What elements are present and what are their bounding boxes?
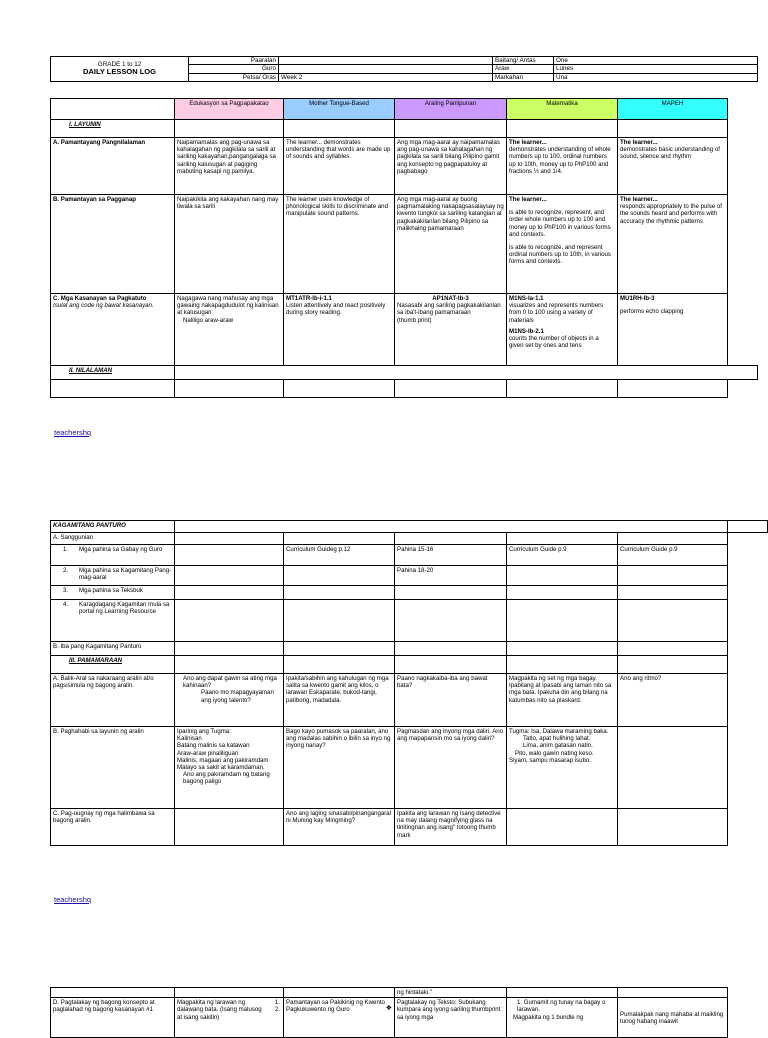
kasanayan-label-cell (51, 294, 175, 366)
s2-ap: Pahina 18-20 (395, 566, 507, 586)
pb-ap: Pagmasdan ang inyong mga daliri. Ano ang mapapansin mo sa iyong daliri? (395, 727, 507, 809)
pb-esp-4: Araw-araw pinaliliguan (177, 749, 239, 757)
araw-label: Araw (493, 65, 554, 73)
c-math-text: visualizes and represents numbers from 0 to 100 using a variety of materials (509, 302, 604, 324)
kasanayan-label: C. Mga Kasanayan sa Pagkatuto (53, 295, 147, 302)
top-ap: ng hintataki." (395, 988, 507, 998)
markahan-value[interactable]: Una (554, 73, 758, 81)
pd-esp-num: 1. (274, 999, 280, 1007)
a-ap: Ang mga mag-aaral ay naipamamalas ang pag-unawa sa kahalagahan ng pagkilala sa sarili bilang Pilipino gamit ang konsepto ng pagpapatuloy at pagbabago (395, 138, 507, 195)
paaralan-value[interactable] (279, 57, 493, 65)
c-ap-code: AP1NAT-Ib-3 (432, 295, 469, 302)
pamantayang-pangnilalaman-label: A. Pamantayang Pangnilalaman (51, 138, 175, 195)
c-esp-2: Naliligo araw-araw (183, 316, 234, 324)
pa-esp-2: Paano mo mapagyayaman ang iyong talento? (201, 689, 274, 704)
pd-mapeh-text: Pumalakpak nang mahaba at maikling tunog habang inaawit (620, 1011, 724, 1026)
paghahabi-label: B. Paghahabi sa layunin ng aralin (51, 727, 175, 809)
c-math-text-2: counts the number of objects in a given set by ones and tens (509, 334, 599, 350)
s1-label: Mga pahina sa Gabay ng Guro (79, 546, 163, 553)
pamamaraan-heading: III. PAMAMARAAN (51, 656, 175, 674)
b-mapeh (618, 195, 728, 294)
lesson-table-3 (50, 987, 758, 1038)
a-math-title: The learner... (509, 139, 547, 146)
c-mtb-text: Listen attentively and react positively during story reading. (286, 302, 386, 317)
s1-mtb: Curriculum Guideg p.12 (284, 545, 395, 566)
pd-mtb-1: Pamantayan sa Pakikinig ng Kwento (286, 999, 385, 1007)
a-mtb: The learner... demonstrates understanding that words are made up of sounds and syllables. (284, 138, 395, 195)
pag-uugnay-label: C. Pag-uugnay ng mga halimbawa sa bagong aralin. (51, 809, 175, 846)
c-math-code-2: M1NS-Ib-2.1 (509, 327, 544, 335)
pb-math (507, 727, 618, 809)
s1-cell (51, 545, 175, 566)
c-math-code: M1NS-Ia-1.1 (509, 295, 544, 302)
s2-num: 2. (63, 567, 69, 574)
pc-mtb: Ano ang laging sinasabi/pinangangaral ni Muning kay Mingming? (284, 809, 395, 846)
nilalaman-heading: II. NILALAMAN (51, 366, 175, 380)
subject-mapeh: MAPEH (618, 99, 728, 120)
pa-ap: Paano nagkakaiba-iba ang bawat bata? (395, 674, 507, 727)
s1-mapeh: Curriculum Guide p.9 (618, 545, 728, 566)
pa-math: Magpakita ng set ng mga bagay. Ipabilang at ipasabi ang laman nito sa mga bata. Ipakuha din ang bilang na katumbas nito sa plaskard. (507, 674, 618, 727)
guro-label: Guro (189, 65, 279, 73)
pb-math-2: Tatlo, apat hulihing lahat. (523, 735, 591, 743)
b-math (507, 195, 618, 294)
c-mapeh-code: MU1RH-Ib-3 (620, 295, 655, 302)
b-mtb: The learner uses knowledge of phonological skills to discriminate and manipulate sound patterns. (284, 195, 395, 294)
a-esp: Naipamamalas ang pag-unawa sa kahalagahan ng pagkilala sa sarili at sariling kakayahan,pangangalaga sa sariling kalusugan at pagiging mabuting kasapi ng pamilya. (175, 138, 284, 195)
pd-math (507, 998, 618, 1038)
pa-mapeh: Ano ang ritmo? (618, 674, 728, 727)
pagtalakay-label: D. Pagtalakay ng bagong konsepto at paglalahad ng bagong kasanayan #1 (51, 998, 175, 1038)
markahan-label: Markahan (493, 73, 554, 81)
s2-cell (51, 566, 175, 586)
a-mapeh (618, 138, 728, 195)
subject-esp: Edukasyon sa Pagpapakatao (175, 99, 284, 120)
diamond-bullet-icon: ❖ (385, 1005, 392, 1013)
c-mtb-code: MT1ATR-Ib-i-1.1 (286, 295, 332, 302)
b-mapeh-title: The learner... (620, 196, 658, 203)
pa-esp-1: Ano ang dapat gawin sa ating mga kahinaan? (183, 675, 277, 690)
baitang-label: Baitang/ Antas (493, 57, 554, 65)
petsa-label: Petsa/ Oras (189, 73, 279, 81)
pd-mapeh (618, 998, 728, 1038)
pd-mtb-2: Pagkukuwento ng Guro (286, 1006, 350, 1014)
baitang-value[interactable]: One (554, 57, 758, 65)
a-mapeh-title: The learner... (620, 139, 658, 146)
b-math-text-2: is able to recognize, and represent ordinal numbers up to 10th, in various forms and contexts. (509, 243, 611, 266)
pd-ap: Pagtalakay ng Teksto: Subukang kumpara ang iyong sariling thumbprint sa iyong mga (395, 998, 507, 1038)
pb-math-3: Lima, anim gatasan natin. (523, 742, 593, 750)
sanggunian-label: A. Sanggunian (51, 533, 175, 545)
pc-ap: Ipakita ang larawan ng isang detective na may dalang magnifying glass na tinitingnan ang isang" totoong thumb mark (395, 809, 507, 846)
lesson-table-2 (50, 520, 768, 846)
subject-ap: Araling Panlipunan (395, 99, 507, 120)
subject-math: Matematika (507, 99, 618, 120)
doc-title: DAILY LESSON LOG (83, 67, 156, 77)
c-math (507, 294, 618, 366)
b-ap: Ang mga mag-aaral ay buong pagmamalaking nakapagsasalaysay ng kwento tungkol sa sariling katangian at pagkakakilanlan bilang Pilipino sa malikhaing pamamaraan (395, 195, 507, 294)
paaralan-label: Paaralan (189, 57, 279, 65)
teachershq-link-2[interactable]: teachershq (54, 895, 92, 904)
subject-mtb: Mother Tongue-Based (284, 99, 395, 120)
s1-num: 1. (63, 546, 69, 553)
pb-esp-2: Kalinisan (177, 735, 202, 743)
pb-esp-6: Malayo sa sakit at karamdaman. (177, 763, 265, 771)
s3-num: 3. (63, 587, 69, 594)
kasanayan-sub: Isulat ang code ng bawat kasanayan. (53, 302, 154, 310)
layunin-heading: I. LAYUNIN (51, 120, 175, 138)
s1-ap: Pahina 15-16 (395, 545, 507, 566)
s1-math: Curriculum Guide p.9 (507, 545, 618, 566)
a-math (507, 138, 618, 195)
header-title-cell (51, 57, 189, 82)
kagamitan-heading: KAGAMITANG PANTURO (51, 521, 175, 533)
petsa-value[interactable]: Week 2 (279, 73, 493, 81)
s4-num: 4. (63, 601, 69, 608)
pd-esp (175, 998, 284, 1038)
pb-esp-5: Malinis, magaan ang pakiramdam (177, 756, 269, 764)
pb-esp-7: Ano ang pakiramdam ng batang bagong paligo (183, 771, 270, 786)
s4-cell (51, 600, 175, 642)
c-ap-text-2: (thumb print) (397, 316, 432, 324)
araw-value[interactable]: Lunes (554, 65, 758, 73)
balik-aral-label: A. Balik-Aral sa nakaraang aralin at/o pagsisimula ng bagong aralin. (51, 674, 175, 727)
s3-label: Mga pahina sa Teksbuk (79, 587, 143, 594)
pb-esp-3: Batang malinis sa katawan (177, 742, 250, 750)
s3-cell (51, 586, 175, 600)
s4-label: Karagdagang Kagamitan mula sa portal ng Learning Resource (79, 601, 170, 616)
pd-esp-num2: 2. (274, 1006, 280, 1014)
b-mapeh-text: responds appropriately to the pulse of the sounds heard and performs with accuracy the rhythmic patterns (620, 203, 722, 225)
pd-mtb (284, 998, 395, 1038)
c-esp (175, 294, 284, 366)
c-ap-text: Nasasabi ang sariling pagkakakilanlan sa iba't-ibang pamamaraan (397, 302, 501, 317)
grade-label: GRADE 1 to 12 (97, 61, 142, 68)
b-math-title: The learner... (509, 196, 547, 203)
pd-esp-text: Magpakita ng larawan ng dalawang bata. (Isang malusog at isang sakitin) (177, 999, 262, 1021)
pd-math-1: 1. Gumamit ng tunay na bagay o larawan. (517, 999, 606, 1014)
c-mapeh-text: performs echo clapping (620, 308, 684, 316)
pb-math-4: Pito, walo gawin nating keso. (515, 749, 594, 757)
pa-esp (175, 674, 284, 727)
b-esp: Naipakikita ang kakayahan nang may tiwala sa sarili (175, 195, 284, 294)
pb-esp-1: Iparinig ang Tugma: (177, 728, 231, 735)
lesson-table-1 (50, 98, 758, 398)
guro-value[interactable] (279, 65, 493, 73)
c-mapeh (618, 294, 728, 366)
c-mtb (284, 294, 395, 366)
pb-mtb: Bago kayo pumasok sa paaralan, ano ang madalas sabihin o ibilin sa inyo ng inyong nanay? (284, 727, 395, 809)
pb-esp (175, 727, 284, 809)
iba-pang-kagamitan-label: B. Iba pang Kagamitang Panturo (51, 642, 175, 656)
teachershq-link-1[interactable]: teachershq (54, 428, 92, 437)
s2-label: Mga pahina sa Kagamitang Pang-mag-aaral (79, 567, 172, 582)
pd-math-2: Magpakita ng 1 bundle ng (513, 1013, 584, 1021)
c-esp-1: Nagagawa nang mahusay ang mga gawaing nakapagdudulot ng kalinisan at kalusugan (177, 295, 279, 317)
b-math-text-1: is able to recognize, represent, and order whole numbers up to 100 and money up to PhP100 in various forms and contexts. (509, 209, 611, 238)
pb-math-5: Siyam, sampu masarap isubo. (509, 756, 591, 764)
header-table (50, 56, 758, 82)
pb-math-1: Tugma: Isa, Dalawa maraming baka. (509, 728, 609, 735)
pa-mtb: Ipakita/sabihin ang kahulugan ng mga salita sa kwento gamit ang kilos, o larawan Eskaparate, bukod-tangi, patibong, madadala. (284, 674, 395, 727)
a-math-text: demonstrates understanding of whole numbers up to 100, ordinal numbers up to 10th, money up to PhP100 and fractions ½ and 1/4. (509, 146, 611, 175)
c-ap (395, 294, 507, 366)
a-mapeh-text: demonstrates basic understanding of sound, silence and rhythm (620, 146, 720, 161)
pamantayan-sa-pagganap-label: B. Pamantayan sa Pagganap (51, 195, 175, 294)
